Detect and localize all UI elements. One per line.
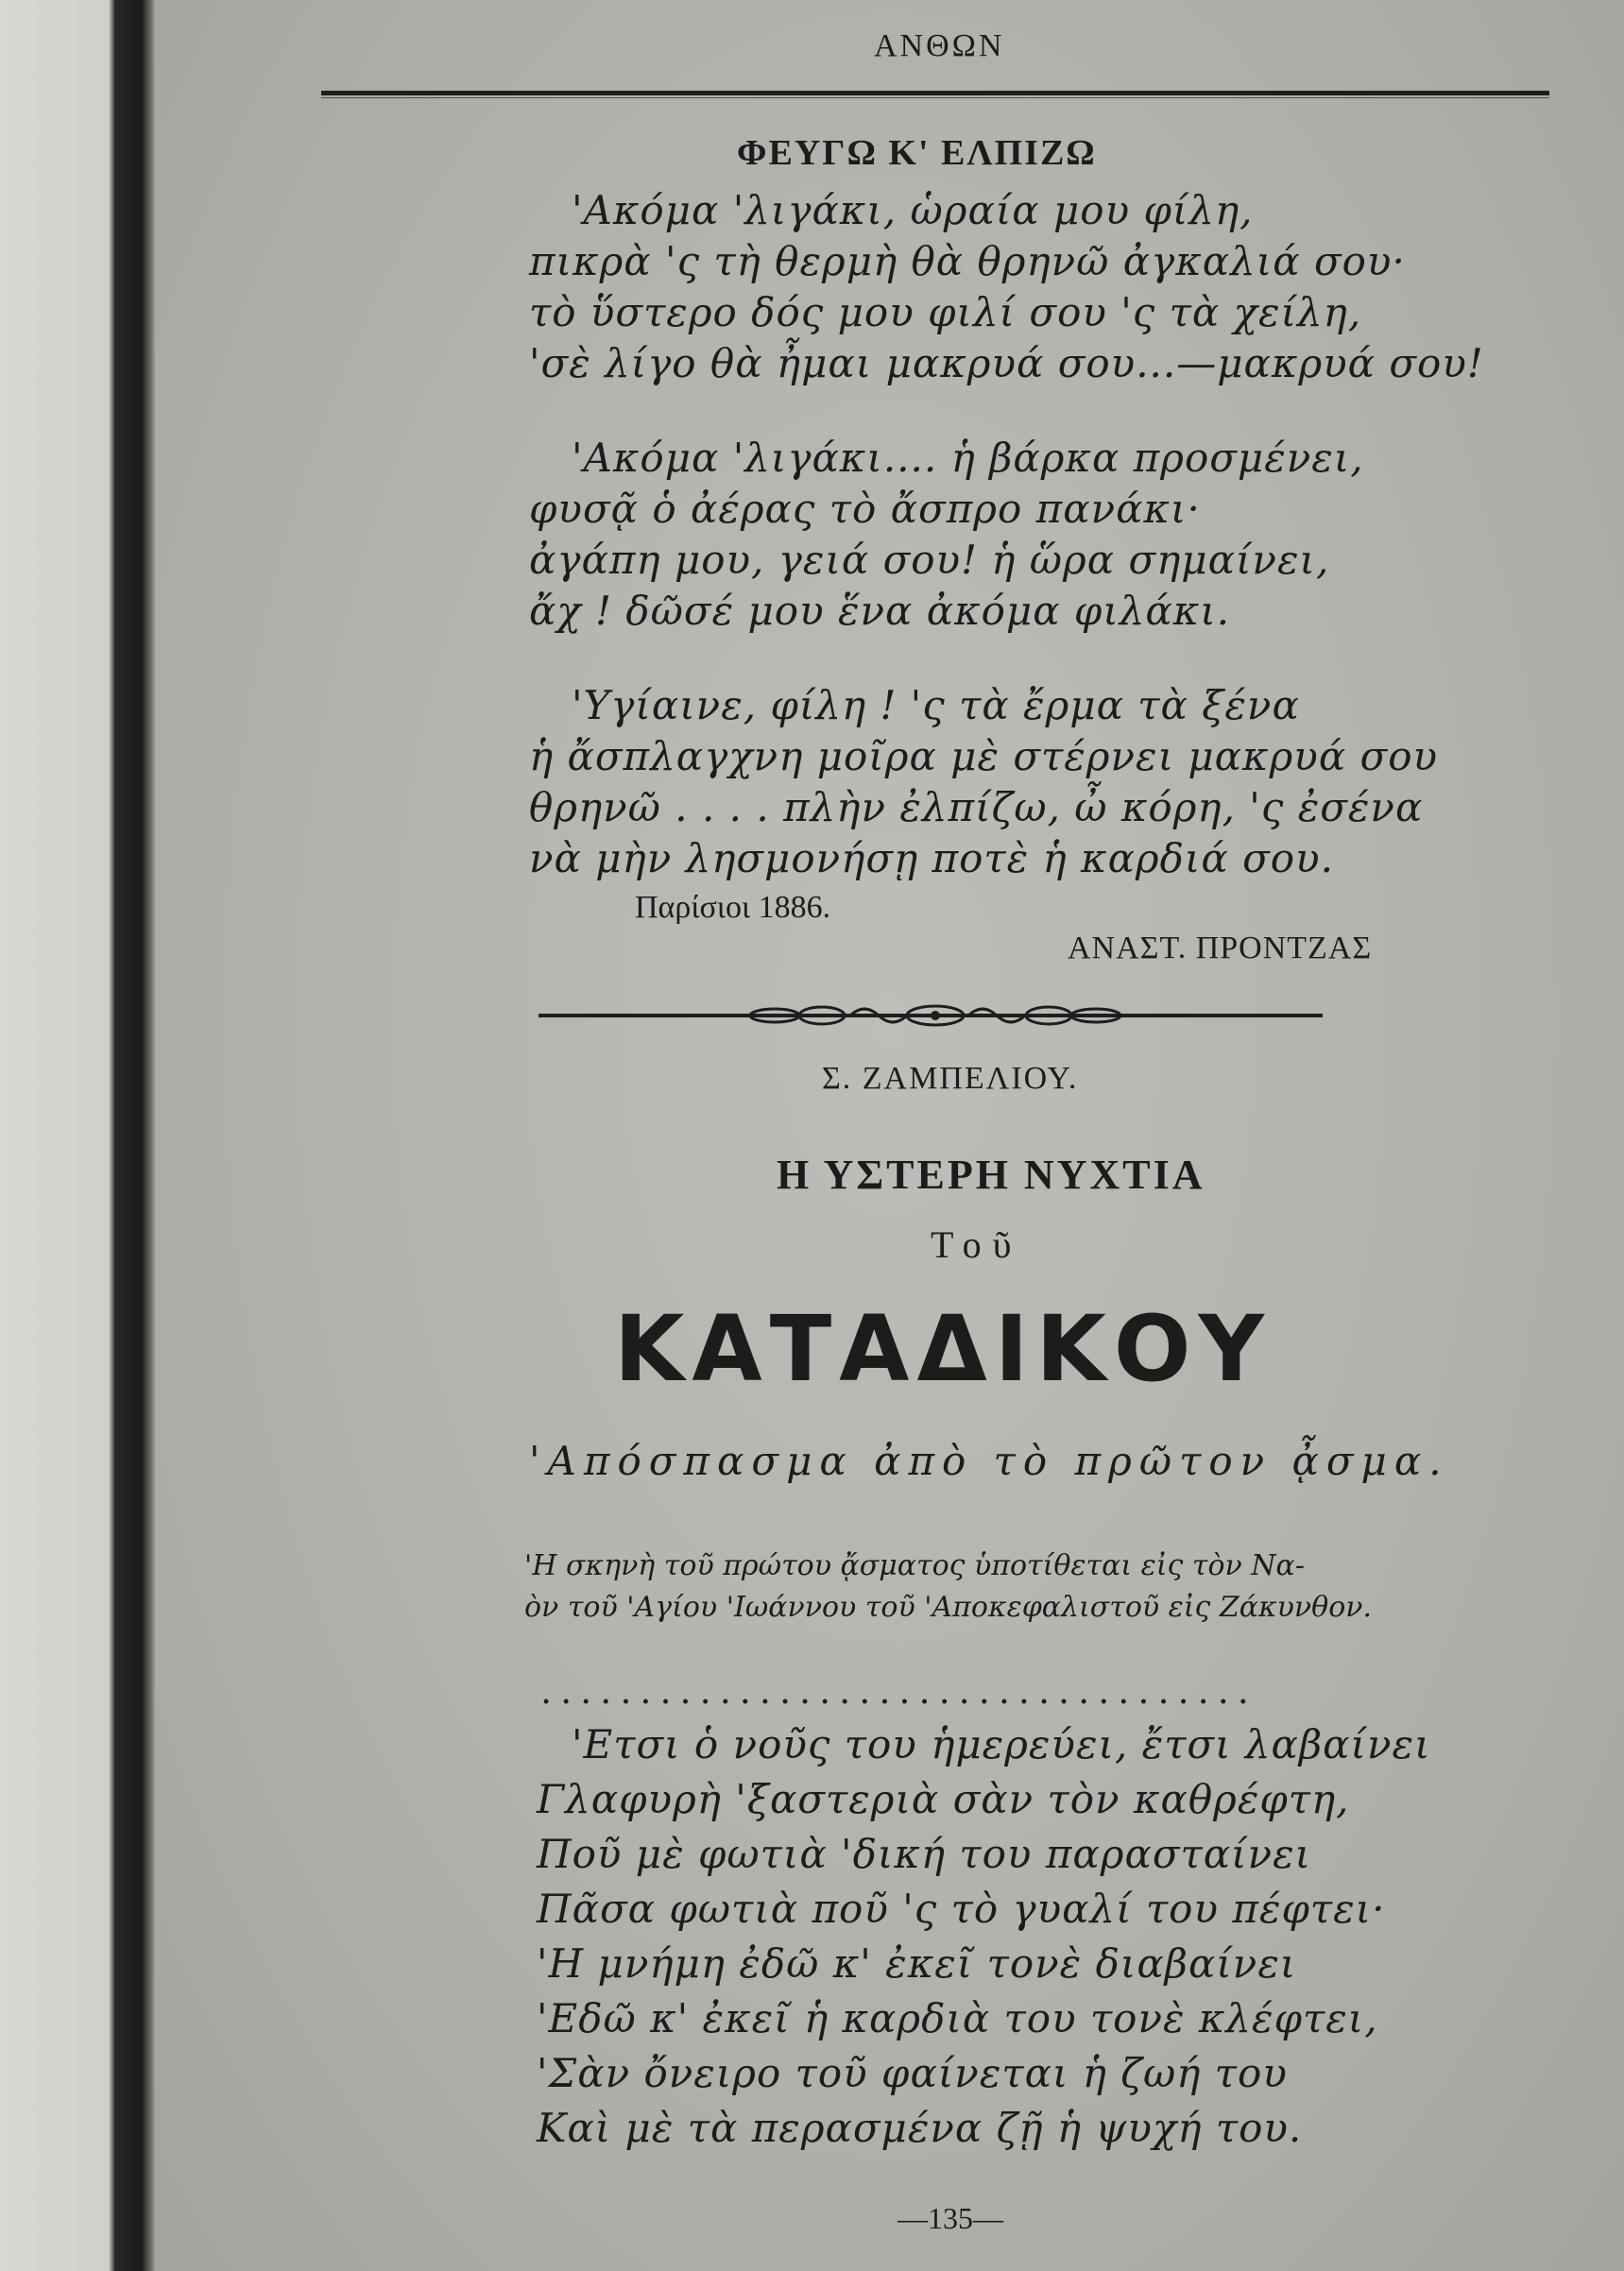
- piece-title: Η ΥΣΤΕΡΗ ΝΥΧΤΙΑ: [777, 1152, 1205, 1198]
- place-date: Παρίσιοι 1886.: [635, 890, 831, 925]
- poem-line: 'Ακόμα 'λιγάκι.... ἡ βάρκα προσμένει,: [572, 435, 1364, 481]
- verse-line: 'Η μνήμη ἐδῶ κ' ἐκεῖ τονὲ διαβαίνει: [537, 1940, 1297, 1987]
- scene-note: 'Η σκηνὴ τοῦ πρώτου ᾄσματος ὑποτίθεται εἰς τὸν Να-: [524, 1549, 1305, 1582]
- poem-title: ΦΕΥΓΩ Κ' ΕΛΠΙΖΩ: [737, 133, 1097, 173]
- ornamental-divider: [538, 997, 1323, 1034]
- poem-line: 'Υγίαινε, φίλη ! 'ς τὰ ἔρμα τὰ ξένα: [572, 682, 1300, 728]
- piece-title-of: Τοῦ: [931, 1223, 1023, 1266]
- scene-note: ὸν τοῦ 'Αγίου 'Ιωάννου τοῦ 'Αποκεφαλιστοῦ εἰς Ζάκυνθον.: [524, 1591, 1373, 1624]
- verse-line: Πᾶσα φωτιὰ ποῦ 'ς τὸ γυαλί του πέφτει·: [537, 1886, 1386, 1932]
- book-gutter: [0, 0, 156, 2271]
- verse-line: Γλαφυρὴ 'ξαστεριὰ σὰν τὸν καθρέφτη,: [537, 1776, 1350, 1822]
- piece-author: Σ. ΖΑΜΠΕΛΙΟΥ.: [822, 1061, 1079, 1096]
- verse-line: Ποῦ μὲ φωτιὰ 'δική του παρασταίνει: [537, 1831, 1312, 1877]
- piece-subtitle: 'Απόσπασμα ἀπὸ τὸ πρῶτον ᾆσμα.: [529, 1438, 1449, 1484]
- piece-title-main: ΚΑΤΑΔΙΚΟΥ: [614, 1296, 1272, 1402]
- poem-line: ἡ ἄσπλαγχνη μοῖρα μὲ στέρνει μακρυά σου: [529, 733, 1439, 779]
- poem-line: θρηνῶ . . . . πλὴν ἐλπίζω, ὦ κόρη, 'ς ἐσένα: [529, 784, 1424, 830]
- poem-line: νὰ μὴν λησμονήσῃ ποτὲ ἡ καρδιά σου.: [529, 835, 1334, 881]
- verse-line: 'Εδῶ κ' ἐκεῖ ἡ καρδιὰ του τονὲ κλέφτει,: [537, 1995, 1378, 2041]
- poem-line: 'Ακόμα 'λιγάκι, ὡραία μου φίλη,: [572, 187, 1254, 233]
- author-signature: ΑΝΑΣΤ. ΠΡΟΝΤΖΑΣ: [1068, 931, 1373, 965]
- poem-line: φυσᾷ ὁ ἀέρας τὸ ἄσπρο πανάκι·: [529, 486, 1201, 532]
- verse-line: Καὶ μὲ τὰ περασμένα ζῇ ἡ ψυχή του.: [537, 2105, 1303, 2151]
- verse-line: 'Σὰν ὄνειρο τοῦ φαίνεται ἡ ζωή του: [537, 2050, 1288, 2096]
- header-rule: [321, 91, 1549, 95]
- header-rule-thin: [321, 97, 1549, 98]
- ellipsis-line: ....................................: [540, 1670, 1257, 1712]
- poem-line: ἄχ ! δῶσέ μου ἕνα ἀκόμα φιλάκι.: [529, 588, 1231, 634]
- running-head: ΑΝΘΩΝ: [874, 28, 1005, 63]
- poem-line: πικρὰ 'ς τὴ θερμὴ θὰ θρηνῶ ἀγκαλιά σου·: [529, 238, 1406, 284]
- page-number: —135—: [897, 2201, 1003, 2235]
- poem-line: 'σὲ λίγο θὰ ἦμαι μακρυά σου...—μακρυά σου!: [529, 340, 1484, 386]
- poem-line: τὸ ὕστερο δός μου φιλί σου 'ς τὰ χείλη,: [529, 289, 1362, 335]
- verse-line: 'Ετσι ὁ νοῦς του ἡμερεύει, ἔτσι λαβαίνει: [572, 1721, 1431, 1767]
- poem-line: ἀγάπη μου, γειά σου! ἡ ὥρα σημαίνει,: [529, 537, 1330, 583]
